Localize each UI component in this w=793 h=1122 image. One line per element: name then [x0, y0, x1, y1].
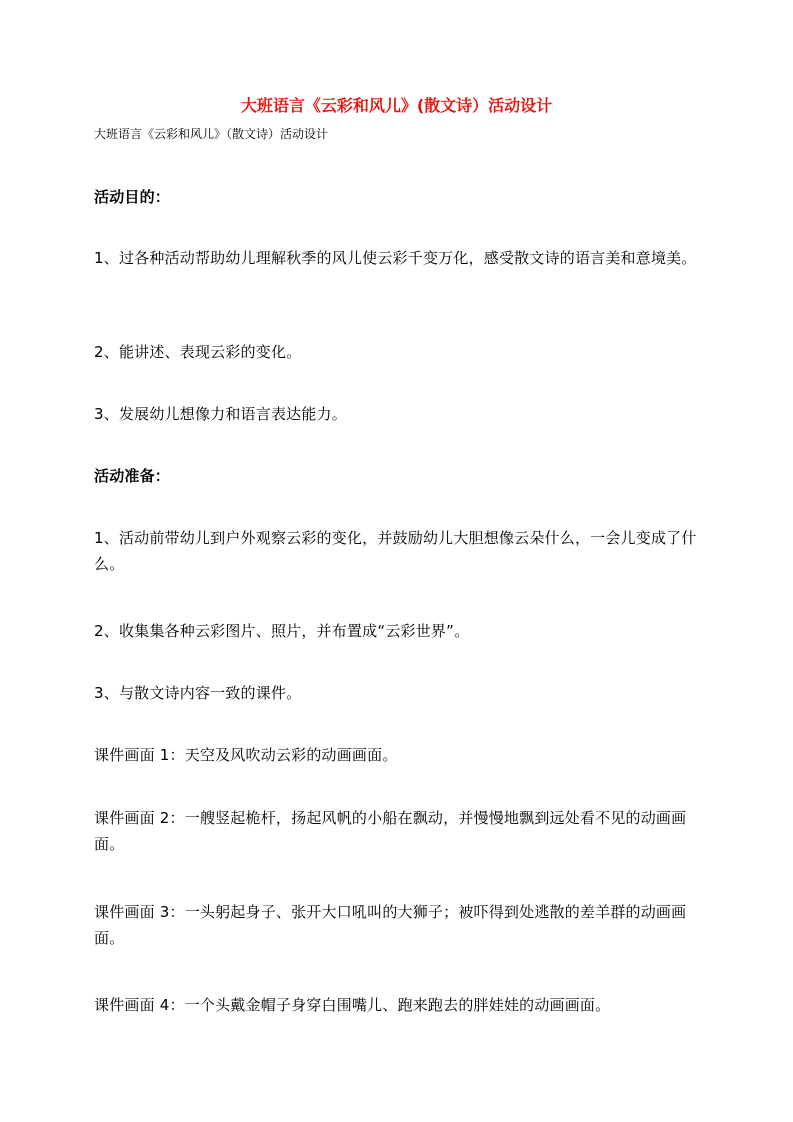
goal-item: 2、能讲述、表现云彩的变化。 [94, 343, 302, 361]
goal-item: 1、过各种活动帮助幼儿理解秋季的风儿使云彩千变万化，感受散文诗的语言美和意境美。 [94, 249, 697, 267]
document-title: 大班语言《云彩和风儿》(散文诗）活动设计 [240, 96, 553, 115]
goal-item: 3、发展幼儿想像力和语言表达能力。 [94, 405, 347, 423]
document-subtitle: 大班语言《云彩和风儿》（散文诗）活动设计 [94, 127, 329, 141]
prep-heading: 活动准备： [94, 467, 171, 485]
slide-item: 课件画面 4：一个头戴金帽子身穿白围嘴儿、跑来跑去的胖娃娃的动画画面。 [94, 996, 611, 1014]
prep-item: 1、活动前带幼儿到户外观察云彩的变化，并鼓励幼儿大胆想像云朵什么，一会儿变成了什么。 [94, 529, 697, 573]
prep-item: 3、与散文诗内容一致的课件。 [94, 684, 302, 702]
goals-heading: 活动目的： [94, 188, 171, 206]
prep-item: 2、收集集各种云彩图片、照片，并布置成“云彩世界”。 [94, 622, 470, 640]
slide-item: 课件画面 2：一艘竖起桅杆，扬起风帆的小船在飘动，并慢慢地飘到远处看不见的动画画面。 [94, 809, 687, 853]
slide-item: 课件画面 1：天空及风吹动云彩的动画画面。 [94, 746, 398, 764]
slide-item: 课件画面 3：一头躬起身子、张开大口吼叫的大狮子；被吓得到处逃散的差羊群的动画画面。 [94, 903, 687, 947]
